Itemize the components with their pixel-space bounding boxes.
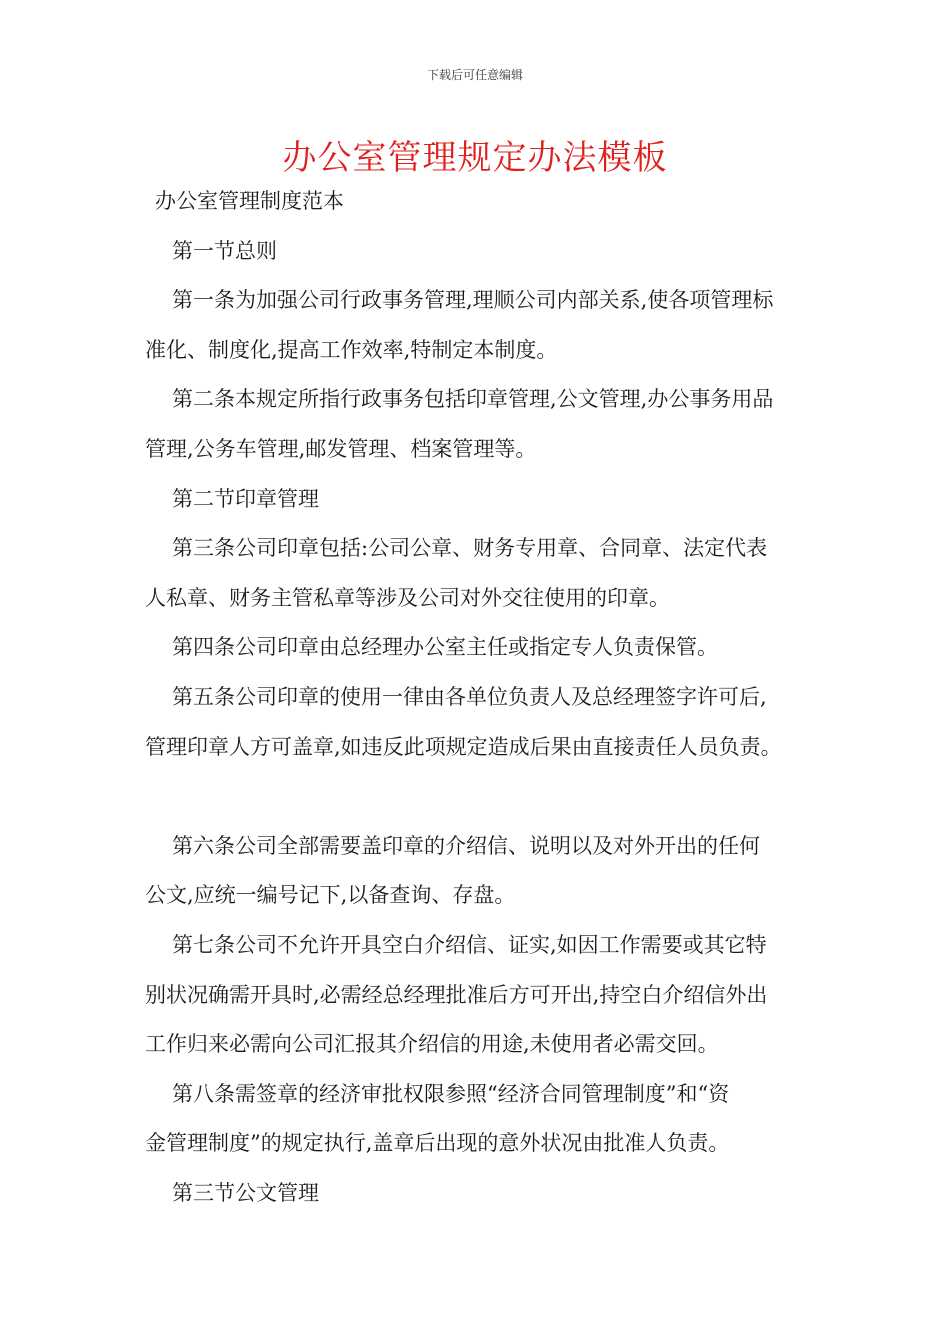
paragraph-line: 金管理制度”的规定执行,盖章后出现的意外状况由批准人负责。 [145,1131,730,1156]
paragraph-line: 第二条本规定所指行政事务包括印章管理,公文管理,办公事务用品 [172,387,774,412]
paragraph-line: 人私章、财务主管私章等涉及公司对外交往使用的印章。 [145,585,670,610]
paragraph-line: 第三条公司印章包括:公司公章、财务专用章、合同章、法定代表 [172,536,768,561]
paragraph-line: 第一条为加强公司行政事务管理,理顺公司内部关系,使各项管理标 [172,288,774,313]
paragraph-line: 管理印章人方可盖章,如违反此项规定造成后果由直接责任人员负责。 [145,734,782,759]
paragraph-line: 第五条公司印章的使用一律由各单位负责人及总经理签字许可后, [172,684,767,709]
section-heading: 第一节总则 [172,238,277,263]
document-subtitle: 办公室管理制度范本 [155,189,344,213]
paragraph-line: 工作归来必需向公司汇报其介绍信的用途,未使用者必需交回。 [145,1032,719,1057]
paragraph-line: 准化、制度化,提高工作效率,特制定本制度。 [145,337,558,362]
paragraph-line: 别状况确需开具时,必需经总经理批准后方可开出,持空白介绍信外出 [145,982,768,1007]
blank-line [145,777,815,827]
document-body [145,182,815,1223]
paragraph-line: 管理,公务车管理,邮发管理、档案管理等。 [145,436,537,461]
paragraph-line: 第七条公司不允许开具空白介绍信、证实,如因工作需要或其它特 [172,932,767,957]
page-header-note: 下载后可任意编辑 [426,68,523,82]
paragraph-line: 第八条需签章的经济审批权限参照“经济合同管理制度”和“资 [172,1081,730,1106]
paragraph-line: 第四条公司印章由总经理办公室主任或指定专人负责保管。 [172,635,718,660]
paragraph-line: 公文,应统一编号记下,以备查询、存盘。 [145,883,516,908]
document-title: 办公室管理规定办法模板 [282,138,668,178]
section-heading: 第二节印章管理 [172,486,319,511]
paragraph-line: 第六条公司全部需要盖印章的介绍信、说明以及对外开出的任何 [172,833,760,858]
section-heading: 第三节公文管理 [172,1180,319,1205]
